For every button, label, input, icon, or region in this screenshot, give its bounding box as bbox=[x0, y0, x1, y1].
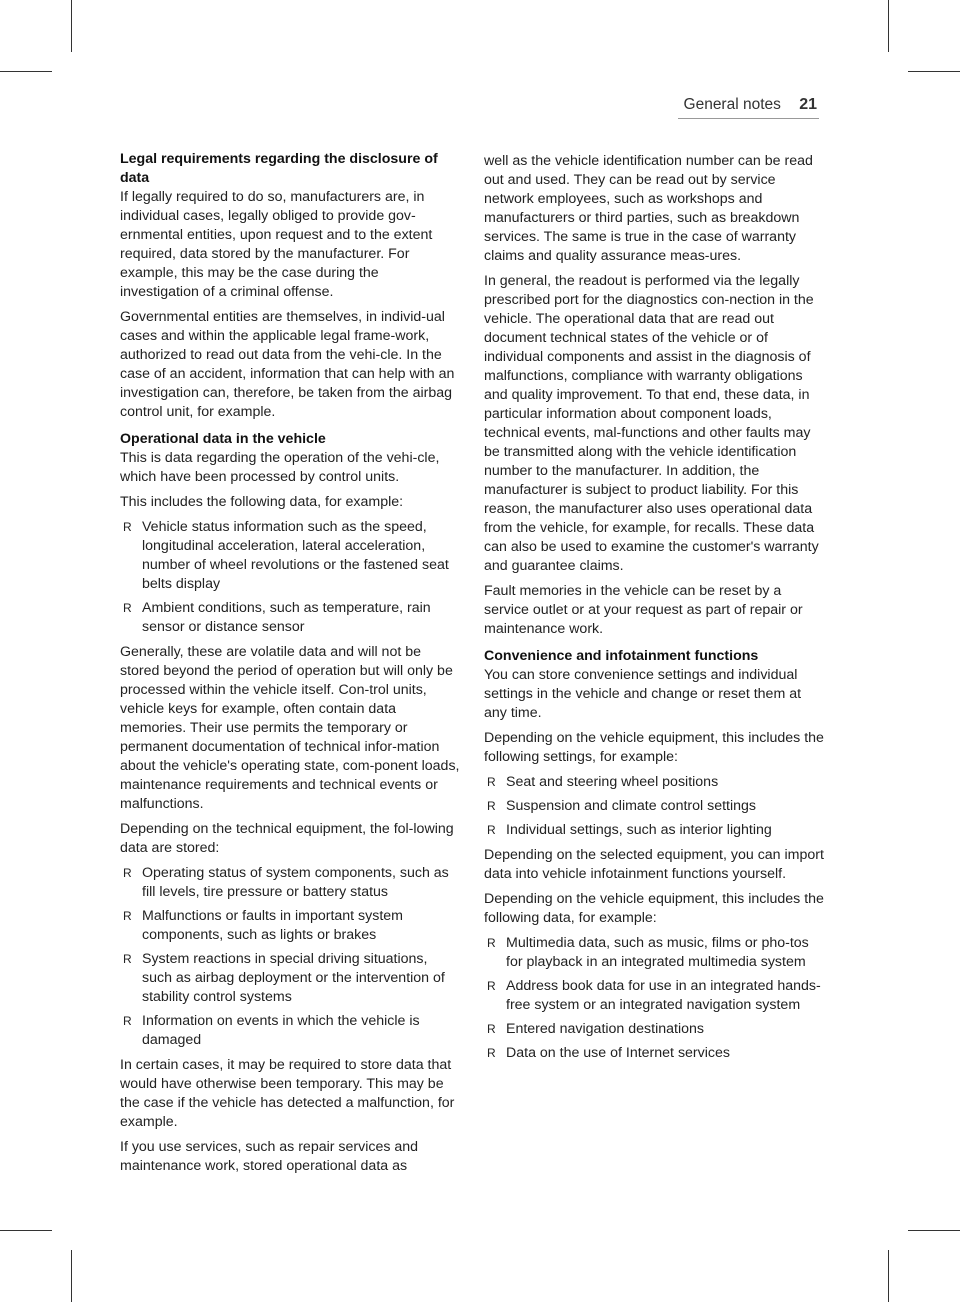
list-item: R Entered navigation destinations bbox=[487, 1021, 704, 1037]
section-heading-legal: Legal requirements regarding the disclosure of data bbox=[120, 151, 438, 186]
paragraph: In general, the readout is performed via the legally prescribed port for the diagnostics con-nection in the vehicle. The operational data that are read out document technical states of the vehicle or of individual components and assist in the diagnosis of malfunctions, compliance with warranty obligations and quality improvement. To that end, these data, in particular information about component loads, technical events, mal-functions and other faults may be transmitted along with the vehicle identification number to the manufacturer. In addition, the manufacturer is subject to product liability. For this reason, the manufacturer also uses operational data from the vehicle, for example, for recalls. These data can also be used to examine the customer's warranty and guarantee claims. bbox=[484, 273, 819, 574]
crop-mark bbox=[71, 0, 72, 52]
bullet-icon: R bbox=[487, 799, 496, 813]
section-heading-operational-data: Operational data in the vehicle bbox=[120, 431, 326, 447]
bullet-icon: R bbox=[487, 1046, 496, 1060]
paragraph: In certain cases, it may be required to store data that would have otherwise been temporary. This may be the case if the vehicle has detected a malfunction, for example. bbox=[120, 1057, 455, 1130]
crop-mark bbox=[0, 1230, 52, 1231]
bullet-list bbox=[484, 934, 824, 1063]
list-item: R Suspension and climate control settings bbox=[487, 798, 756, 814]
crop-mark bbox=[71, 1250, 72, 1302]
bullet-icon: R bbox=[487, 823, 496, 837]
list-item: R Data on the use of Internet services bbox=[487, 1045, 730, 1061]
bullet-icon: R bbox=[123, 909, 132, 923]
header-rule bbox=[678, 118, 819, 119]
header-title: General notes bbox=[683, 96, 781, 113]
bullet-icon: R bbox=[487, 1022, 496, 1036]
paragraph: Depending on the selected equipment, you can import data into vehicle infotainment functions yourself. bbox=[484, 847, 824, 882]
bullet-list bbox=[120, 864, 460, 1050]
paragraph: You can store convenience settings and individual settings in the vehicle and change or reset them at any time. bbox=[484, 667, 802, 721]
paragraph: This is data regarding the operation of the vehi-cle, which have been processed by control units. bbox=[120, 450, 440, 485]
bullet-icon: R bbox=[123, 866, 132, 880]
paragraph: Depending on the vehicle equipment, this includes the following data, for example: bbox=[484, 891, 824, 926]
list-item: R Information on events in which the vehicle is damaged bbox=[123, 1013, 420, 1048]
list-item: R Individual settings, such as interior lighting bbox=[487, 822, 772, 838]
list-item: R System reactions in special driving situations, such as airbag deployment or the intervention of stability control systems bbox=[123, 951, 445, 1005]
list-item: R Seat and steering wheel positions bbox=[487, 774, 719, 790]
paragraph: If you use services, such as repair services and maintenance work, stored operational data as bbox=[120, 1139, 419, 1174]
list-item: R Multimedia data, such as music, films or pho-tos for playback in an integrated multimedia system bbox=[487, 935, 809, 970]
paragraph: Depending on the technical equipment, the fol-lowing data are stored: bbox=[120, 821, 454, 856]
paragraph: Generally, these are volatile data and will not be stored beyond the period of operation but will only be processed within the vehicle itself. Con-trol units, vehicle keys for example, often contain data memories. Their use permits the temporary or permanent documentation of technical infor-mation about the vehicle's operating state, com-ponent loads, maintenance requirements and technical events or malfunctions. bbox=[120, 644, 460, 812]
crop-mark bbox=[908, 71, 960, 72]
bullet-list bbox=[120, 518, 460, 637]
paragraph: If legally required to do so, manufacturers are, in individual cases, legally obliged to provide gov-ernmental entities, upon request and to the extent required, data stored by the manufacturer. For example, this may be the case during the investigation of a criminal offense. bbox=[120, 189, 433, 300]
crop-mark bbox=[888, 0, 889, 52]
paragraph: This includes the following data, for example: bbox=[120, 494, 404, 510]
paragraph: Governmental entities are themselves, in individ-ual cases and within the applicable legal frame-work, authorized to read out data from the vehi-cle. In the case of an accident, information that can help with an investigation can, therefore, be taken from the airbag control unit, for example. bbox=[120, 309, 455, 420]
list-item: R Vehicle status information such as the speed, longitudinal acceleration, lateral acceleration, number of wheel revolutions or the fastened seat belts display bbox=[123, 519, 449, 592]
section-heading-convenience: Convenience and infotainment functions bbox=[484, 648, 759, 664]
list-item: R Operating status of system components, such as fill levels, tire pressure or battery status bbox=[123, 865, 449, 900]
paragraph: well as the vehicle identification number can be read out and used. They can be read out by service network employees, such as workshops and manufacturers or third parties, such as breakdown services. The same is true in the case of warranty claims and quality assurance meas-ures. bbox=[484, 153, 813, 264]
right-column bbox=[484, 152, 824, 1069]
bullet-icon: R bbox=[487, 936, 496, 950]
bullet-icon: R bbox=[487, 979, 496, 993]
paragraph: Depending on the vehicle equipment, this includes the following settings, for example: bbox=[484, 730, 824, 765]
crop-mark bbox=[908, 1230, 960, 1231]
crop-mark bbox=[888, 1250, 889, 1302]
left-column bbox=[120, 150, 460, 1182]
bullet-icon: R bbox=[123, 601, 132, 615]
paragraph: Fault memories in the vehicle can be reset by a service outlet or at your request as part of repair or maintenance work. bbox=[484, 583, 803, 637]
bullet-icon: R bbox=[123, 520, 132, 534]
bullet-icon: R bbox=[123, 952, 132, 966]
list-item: R Malfunctions or faults in important system components, such as lights or brakes bbox=[123, 908, 403, 943]
bullet-icon: R bbox=[123, 1014, 132, 1028]
list-item: R Address book data for use in an integrated hands-free system or an integrated navigation system bbox=[487, 978, 821, 1013]
page-number: 21 bbox=[799, 96, 817, 113]
bullet-list bbox=[484, 773, 824, 840]
bullet-icon: R bbox=[487, 775, 496, 789]
crop-mark bbox=[0, 71, 52, 72]
list-item: R Ambient conditions, such as temperature, rain sensor or distance sensor bbox=[123, 600, 431, 635]
running-header bbox=[684, 96, 817, 114]
